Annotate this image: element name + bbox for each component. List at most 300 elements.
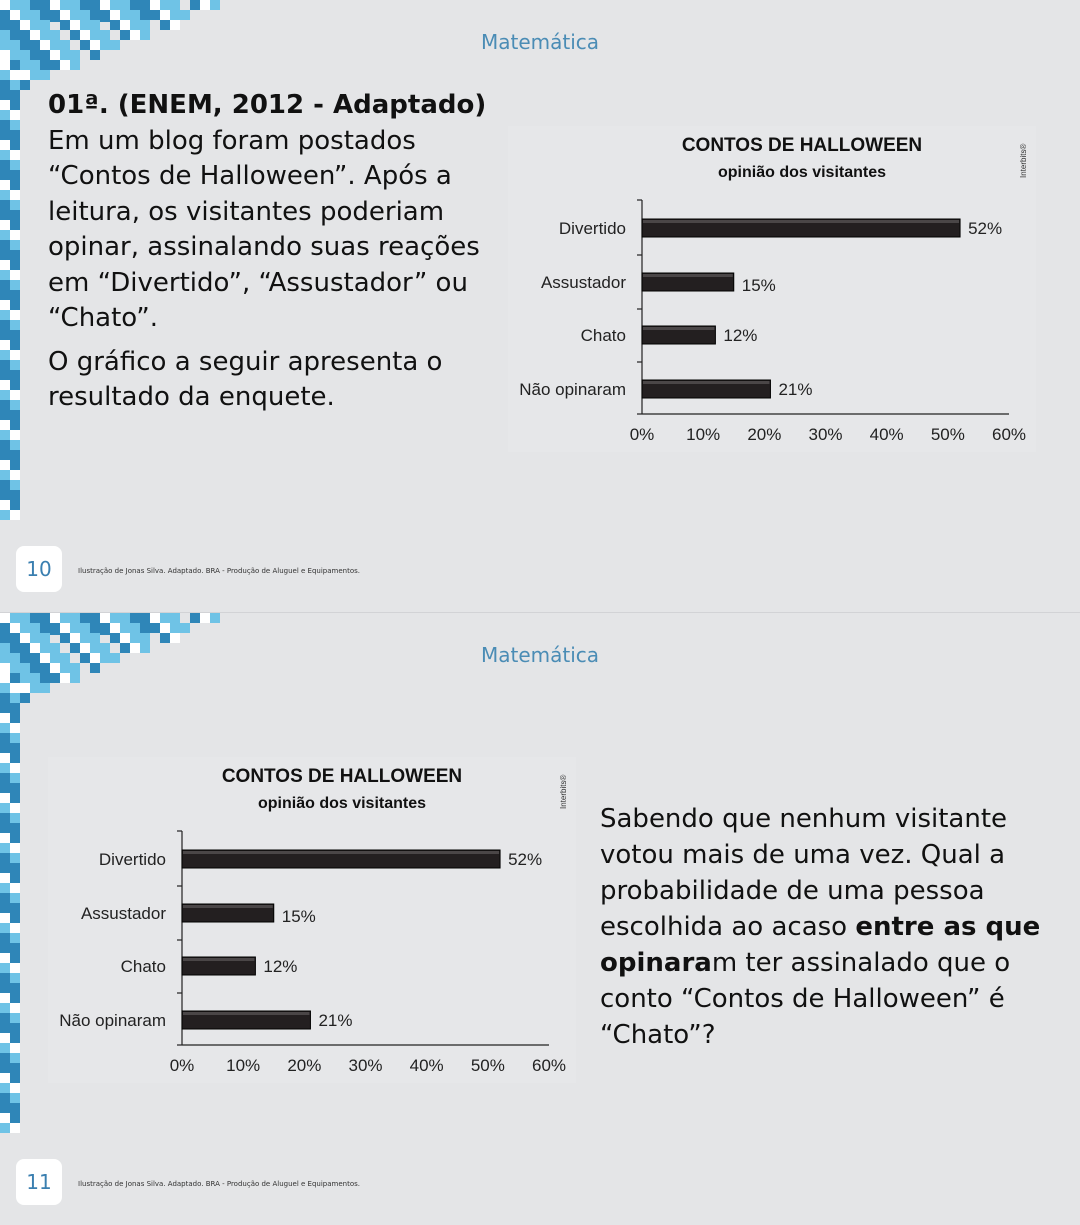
pixel <box>0 140 10 150</box>
pixel <box>0 310 10 320</box>
pixel <box>0 763 10 773</box>
pixel <box>10 1033 20 1043</box>
bar-highlight <box>643 220 959 223</box>
pixel <box>70 20 80 30</box>
pixel <box>0 1043 10 1053</box>
pixel <box>0 853 10 863</box>
pixel <box>0 370 10 380</box>
category-label: Divertido <box>98 850 166 869</box>
pixel <box>0 773 10 783</box>
category-label: Chato <box>580 326 626 345</box>
pixel <box>0 330 10 340</box>
pixel <box>90 633 100 643</box>
pixel <box>0 220 10 230</box>
pixel <box>10 200 20 210</box>
pixel <box>0 953 10 963</box>
pixel <box>10 1093 20 1103</box>
pixel <box>10 803 20 813</box>
pixel <box>0 823 10 833</box>
x-tick-label: 40% <box>869 425 904 444</box>
pixel <box>0 813 10 823</box>
pixel <box>50 0 60 10</box>
pixel <box>0 470 10 480</box>
question-emphasis: entre as que opinara <box>600 912 1041 978</box>
pixel <box>0 793 10 803</box>
pixel <box>0 873 10 883</box>
pixel <box>110 633 120 643</box>
pixel <box>0 973 10 983</box>
pixel <box>0 440 10 450</box>
chart-source: Interbits® <box>559 774 568 809</box>
pixel <box>140 633 150 643</box>
pixel <box>0 110 10 120</box>
chart-title: CONTOS DE HALLOWEEN <box>221 766 463 787</box>
pixel <box>30 673 40 683</box>
pixel <box>40 613 50 623</box>
question-body-start: Sabendo que nenhum visitante votou mais de uma vez. Qual a probabilidade de uma pessoa escolhida ao acaso <box>600 804 1008 942</box>
question-label: 01ª. (ENEM, 2012 - Adaptado) <box>48 90 487 120</box>
pixel <box>50 673 60 683</box>
pixel <box>110 0 120 10</box>
pixel <box>0 733 10 743</box>
pixel <box>0 420 10 430</box>
pixel <box>70 0 80 10</box>
pixel <box>0 480 10 490</box>
pixel <box>10 963 20 973</box>
pixel <box>70 633 80 643</box>
data-label: 21% <box>778 380 813 399</box>
pixel <box>10 713 20 723</box>
pixel <box>10 1123 20 1133</box>
pixel <box>40 10 50 20</box>
pixel <box>50 623 60 633</box>
pixel <box>10 230 20 240</box>
pixel <box>10 693 20 703</box>
pixel <box>60 20 70 30</box>
pixel <box>10 973 20 983</box>
pixel <box>10 923 20 933</box>
pixel <box>0 723 10 733</box>
pixel <box>0 430 10 440</box>
x-tick-label: 30% <box>808 425 843 444</box>
pixel <box>0 300 10 310</box>
pixel <box>10 1053 20 1063</box>
pixel <box>0 863 10 873</box>
pixel <box>0 1103 10 1113</box>
pixel <box>0 80 10 90</box>
pixel <box>10 480 20 490</box>
pixel <box>0 290 10 300</box>
pixel <box>0 200 10 210</box>
data-label: 21% <box>318 1011 353 1030</box>
pixel <box>150 10 160 20</box>
pixel <box>10 270 20 280</box>
pixel <box>70 673 80 683</box>
pixel <box>0 10 10 20</box>
pixel <box>20 80 30 90</box>
pixel <box>0 180 10 190</box>
pixel <box>0 280 10 290</box>
pixel <box>100 0 110 10</box>
pixel <box>10 753 20 763</box>
pixel <box>10 883 20 893</box>
pixel <box>80 20 90 30</box>
pixel <box>30 70 40 80</box>
pixel <box>10 683 20 693</box>
pixel <box>30 20 40 30</box>
data-label: 12% <box>723 326 758 345</box>
pixel <box>0 703 10 713</box>
question-body-end: m ter assinalado que o conto “Contos de Halloween” é “Chato”? <box>600 948 1011 1050</box>
pixel <box>10 633 20 643</box>
pixel <box>10 260 20 270</box>
pixel <box>20 20 30 30</box>
pixel <box>10 170 20 180</box>
question-followup: O gráfico a seguir apresenta o resultado da enquete. <box>48 346 443 412</box>
pixel <box>0 1023 10 1033</box>
pixel <box>0 410 10 420</box>
pixel <box>20 70 30 80</box>
pixel <box>0 713 10 723</box>
pixel <box>20 623 30 633</box>
pixel <box>0 250 10 260</box>
pixel <box>30 10 40 20</box>
pixel <box>30 683 40 693</box>
pixel <box>10 623 20 633</box>
pixel <box>10 823 20 833</box>
bar-highlight <box>183 905 273 908</box>
pixel <box>10 350 20 360</box>
data-label: 52% <box>968 219 1003 238</box>
pixel <box>40 623 50 633</box>
pixel <box>10 20 20 30</box>
pixel <box>0 320 10 330</box>
pixel <box>10 310 20 320</box>
pixel <box>170 0 180 10</box>
pixel <box>0 270 10 280</box>
pixel <box>10 673 20 683</box>
pixel <box>130 623 140 633</box>
pixel <box>10 410 20 420</box>
pixel <box>40 70 50 80</box>
category-label: Não opinaram <box>519 380 626 399</box>
pixel <box>10 793 20 803</box>
category-label: Assustador <box>540 273 626 292</box>
pixel <box>10 80 20 90</box>
pixel <box>10 470 20 480</box>
pixel <box>40 60 50 70</box>
pixel <box>0 803 10 813</box>
pixel <box>130 20 140 30</box>
pixel <box>10 1073 20 1083</box>
pixel <box>170 633 180 643</box>
pixel <box>10 1003 20 1013</box>
pixel <box>0 230 10 240</box>
pixel <box>60 623 70 633</box>
pixel <box>0 460 10 470</box>
pixel <box>0 210 10 220</box>
pixel <box>0 500 10 510</box>
bar-highlight <box>183 1012 309 1015</box>
pixel <box>10 290 20 300</box>
pixel <box>140 0 150 10</box>
category-label: Divertido <box>558 219 626 238</box>
pixel <box>0 20 10 30</box>
pixel <box>0 170 10 180</box>
x-tick-label: 40% <box>409 1056 444 1075</box>
pixel <box>140 613 150 623</box>
pixel <box>40 20 50 30</box>
pixel <box>10 190 20 200</box>
pixel <box>0 983 10 993</box>
pixel <box>80 10 90 20</box>
pixel <box>10 863 20 873</box>
x-tick-label: 10% <box>686 425 721 444</box>
pixel <box>20 60 30 70</box>
pixel <box>0 70 10 80</box>
pixel <box>10 160 20 170</box>
pixel <box>110 613 120 623</box>
page-number: 10 <box>16 546 62 592</box>
pixel <box>10 180 20 190</box>
pixel <box>0 1073 10 1083</box>
pixel <box>10 613 20 623</box>
pixel <box>40 633 50 643</box>
pixel <box>120 623 130 633</box>
question-text <box>48 88 488 424</box>
image-credit: Ilustração de Jonas Silva. Adaptado. BRA - Produção de Aluguel e Equipamentos. <box>78 1180 360 1188</box>
pixel <box>70 613 80 623</box>
pixel <box>210 613 220 623</box>
pixel <box>110 623 120 633</box>
data-label: 15% <box>281 907 316 926</box>
pixel <box>120 633 130 643</box>
pixel <box>10 993 20 1003</box>
category-label: Não opinaram <box>59 1011 166 1030</box>
pixel <box>0 913 10 923</box>
pixel <box>120 10 130 20</box>
pixel <box>70 10 80 20</box>
pixel <box>10 813 20 823</box>
pixel <box>100 10 110 20</box>
category-label: Assustador <box>80 904 166 923</box>
pixel <box>10 460 20 470</box>
pixel <box>0 783 10 793</box>
pixel <box>0 240 10 250</box>
pixel <box>10 733 20 743</box>
x-tick-label: 10% <box>226 1056 261 1075</box>
pixel <box>0 60 10 70</box>
pixel <box>0 100 10 110</box>
pixel <box>90 20 100 30</box>
pixel <box>0 683 10 693</box>
pixel <box>0 1033 10 1043</box>
pixel <box>10 250 20 260</box>
chart-subtitle: opinião dos visitantes <box>257 795 427 812</box>
pixel <box>30 633 40 643</box>
pixel <box>0 390 10 400</box>
bar-highlight <box>183 851 499 854</box>
pixel <box>180 623 190 633</box>
pixel <box>10 390 20 400</box>
pixel <box>150 613 160 623</box>
pixel <box>10 773 20 783</box>
pixel <box>10 703 20 713</box>
x-tick-label: 50% <box>470 1056 505 1075</box>
pixel <box>0 893 10 903</box>
pixel <box>0 190 10 200</box>
pixel <box>10 440 20 450</box>
pixel <box>0 993 10 1003</box>
x-tick-label: 30% <box>348 1056 383 1075</box>
pixel <box>60 10 70 20</box>
pixel <box>110 10 120 20</box>
data-label: 52% <box>508 850 543 869</box>
pixel <box>10 450 20 460</box>
pixel <box>10 360 20 370</box>
pixel <box>20 10 30 20</box>
pixel <box>0 1003 10 1013</box>
pixel <box>90 613 100 623</box>
pixel <box>10 1083 20 1093</box>
pixel <box>120 20 130 30</box>
pixel <box>190 613 200 623</box>
pixel <box>170 623 180 633</box>
pixel <box>0 340 10 350</box>
pixel <box>10 130 20 140</box>
pixel <box>130 633 140 643</box>
pixel <box>90 0 100 10</box>
pixel <box>10 903 20 913</box>
pixel <box>0 510 10 520</box>
chart-title: CONTOS DE HALLOWEEN <box>681 135 923 156</box>
pixel <box>30 0 40 10</box>
pixel <box>10 933 20 943</box>
x-tick-label: 0% <box>629 425 655 444</box>
pixel <box>0 633 10 643</box>
halloween-bar-chart <box>48 757 576 1083</box>
pixel <box>100 613 110 623</box>
halloween-bar-chart <box>508 126 1036 452</box>
subject-title: Matemática <box>480 30 600 54</box>
pixel <box>10 0 20 10</box>
pixel <box>10 380 20 390</box>
pixel <box>80 623 90 633</box>
pixel <box>200 0 210 10</box>
x-tick-label: 20% <box>747 425 782 444</box>
pixel <box>0 743 10 753</box>
pixel <box>210 0 220 10</box>
pixel <box>10 1113 20 1123</box>
pixel <box>10 953 20 963</box>
pixel <box>0 613 10 623</box>
x-tick-label: 60% <box>531 1056 567 1075</box>
pixel <box>10 420 20 430</box>
pixel <box>20 613 30 623</box>
bar-highlight <box>183 958 254 961</box>
pixel <box>0 360 10 370</box>
pixel <box>20 683 30 693</box>
pixel <box>10 70 20 80</box>
pixel <box>50 60 60 70</box>
pixel <box>10 320 20 330</box>
pixel <box>0 843 10 853</box>
pixel <box>170 613 180 623</box>
pixel <box>0 1083 10 1093</box>
pixel <box>0 120 10 130</box>
pixel <box>160 10 170 20</box>
pixel <box>10 500 20 510</box>
pixel <box>10 763 20 773</box>
pixel <box>0 380 10 390</box>
pixel <box>0 1063 10 1073</box>
pixel <box>120 0 130 10</box>
pixel <box>30 623 40 633</box>
pixel <box>20 673 30 683</box>
bar-highlight <box>643 381 769 384</box>
pixel <box>190 0 200 10</box>
pixel <box>10 1063 20 1073</box>
pixel <box>10 300 20 310</box>
pixel <box>10 10 20 20</box>
pixel <box>40 673 50 683</box>
pixel <box>10 340 20 350</box>
pixel <box>0 350 10 360</box>
pixel <box>10 400 20 410</box>
pixel <box>10 853 20 863</box>
pixel <box>40 0 50 10</box>
pixel <box>60 0 70 10</box>
pixel <box>10 873 20 883</box>
pixel <box>10 330 20 340</box>
pixel <box>0 673 10 683</box>
pixel <box>20 0 30 10</box>
pixel <box>10 220 20 230</box>
pixel <box>10 240 20 250</box>
pixel <box>10 833 20 843</box>
pixel <box>160 633 170 643</box>
pixel <box>0 963 10 973</box>
pixel <box>180 10 190 20</box>
pixel <box>140 20 150 30</box>
pixel <box>120 613 130 623</box>
bar-highlight <box>643 274 733 277</box>
pixel <box>10 140 20 150</box>
pixel <box>80 633 90 643</box>
pixel <box>10 210 20 220</box>
pixel <box>0 833 10 843</box>
image-credit: Ilustração de Jonas Silva. Adaptado. BRA - Produção de Aluguel e Equipamentos. <box>78 567 360 575</box>
pixel <box>160 613 170 623</box>
pixel <box>0 150 10 160</box>
pixel <box>0 1093 10 1103</box>
slide-page-11 <box>0 612 1080 1225</box>
data-label: 12% <box>263 957 298 976</box>
pixel <box>0 400 10 410</box>
pixel <box>10 983 20 993</box>
x-tick-label: 20% <box>287 1056 322 1075</box>
pixel <box>0 623 10 633</box>
pixel <box>0 90 10 100</box>
pixel <box>0 450 10 460</box>
pixel <box>0 933 10 943</box>
pixel <box>10 723 20 733</box>
pixel <box>50 10 60 20</box>
pixel <box>60 60 70 70</box>
pixel <box>70 623 80 633</box>
pixel <box>20 633 30 643</box>
pixel <box>10 1023 20 1033</box>
